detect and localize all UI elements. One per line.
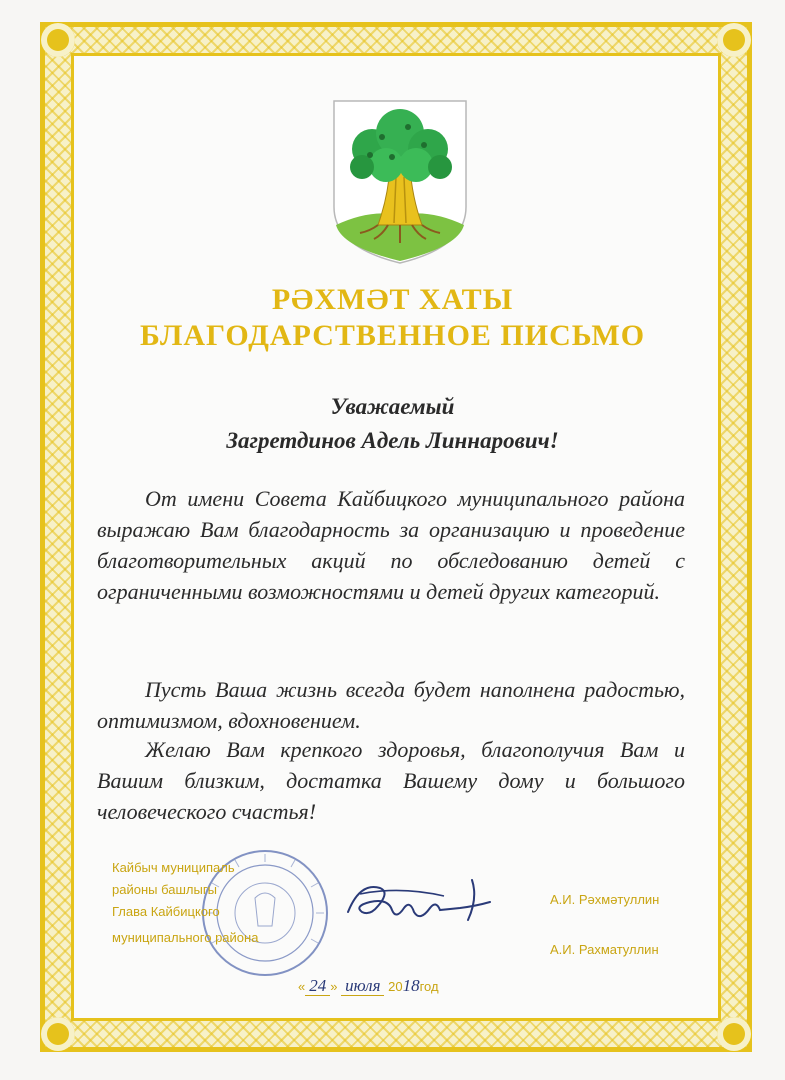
handwritten-signature (340, 872, 510, 932)
signer-title-line: муниципального района (112, 930, 259, 945)
signer-name-tatar: А.И. Рәхмәтуллин (550, 892, 660, 907)
paragraph-wishes-health: Желаю Вам крепкого здоровья, благополучия Вам и Вашим близким, достатка Вашему дому и большого человеческого счастья! (97, 737, 685, 824)
date-month: июля (341, 976, 384, 996)
date-day: 24 (305, 976, 330, 996)
title-tatar: РӘХМӘТ ХАТЫ (271, 283, 514, 316)
signer-title-line: районы башлыгы (112, 882, 217, 897)
corner-ornament (717, 23, 751, 57)
date-year-prefix: 20 (388, 979, 403, 994)
tree-coat-of-arms-icon (330, 97, 470, 267)
date-open-quote: « (298, 979, 306, 994)
corner-ornament (41, 1017, 75, 1051)
signer-name-russian: А.И. Рахматуллин (550, 942, 659, 957)
paragraph-wishes-life: Пусть Ваша жизнь всегда будет наполнена радостью, оптимизмом, вдохновением. (97, 677, 685, 733)
date-line (298, 976, 439, 996)
date-year-label: год (419, 979, 439, 994)
date-close-quote: » (330, 979, 338, 994)
date-year-suffix: 18 (402, 976, 420, 995)
paragraph-gratitude: От имени Совета Кайбицкого муниципального района выражаю Вам благодарность за организацию и проведение благотворительных акций по обследованию детей с ограниченными возможностями и детей других категорий. (97, 486, 685, 604)
greeting-salutation: Уважаемый (330, 394, 455, 419)
corner-ornament (41, 23, 75, 57)
corner-ornament (717, 1017, 751, 1051)
recipient-name: Загретдинов Адель Линнарович! (226, 428, 559, 453)
signer-title-line: Кайбыч муниципаль (112, 860, 235, 875)
signer-title-line: Глава Кайбицкого (112, 904, 220, 919)
title-russian: БЛАГОДАРСТВЕННОЕ ПИСЬМО (139, 319, 646, 352)
